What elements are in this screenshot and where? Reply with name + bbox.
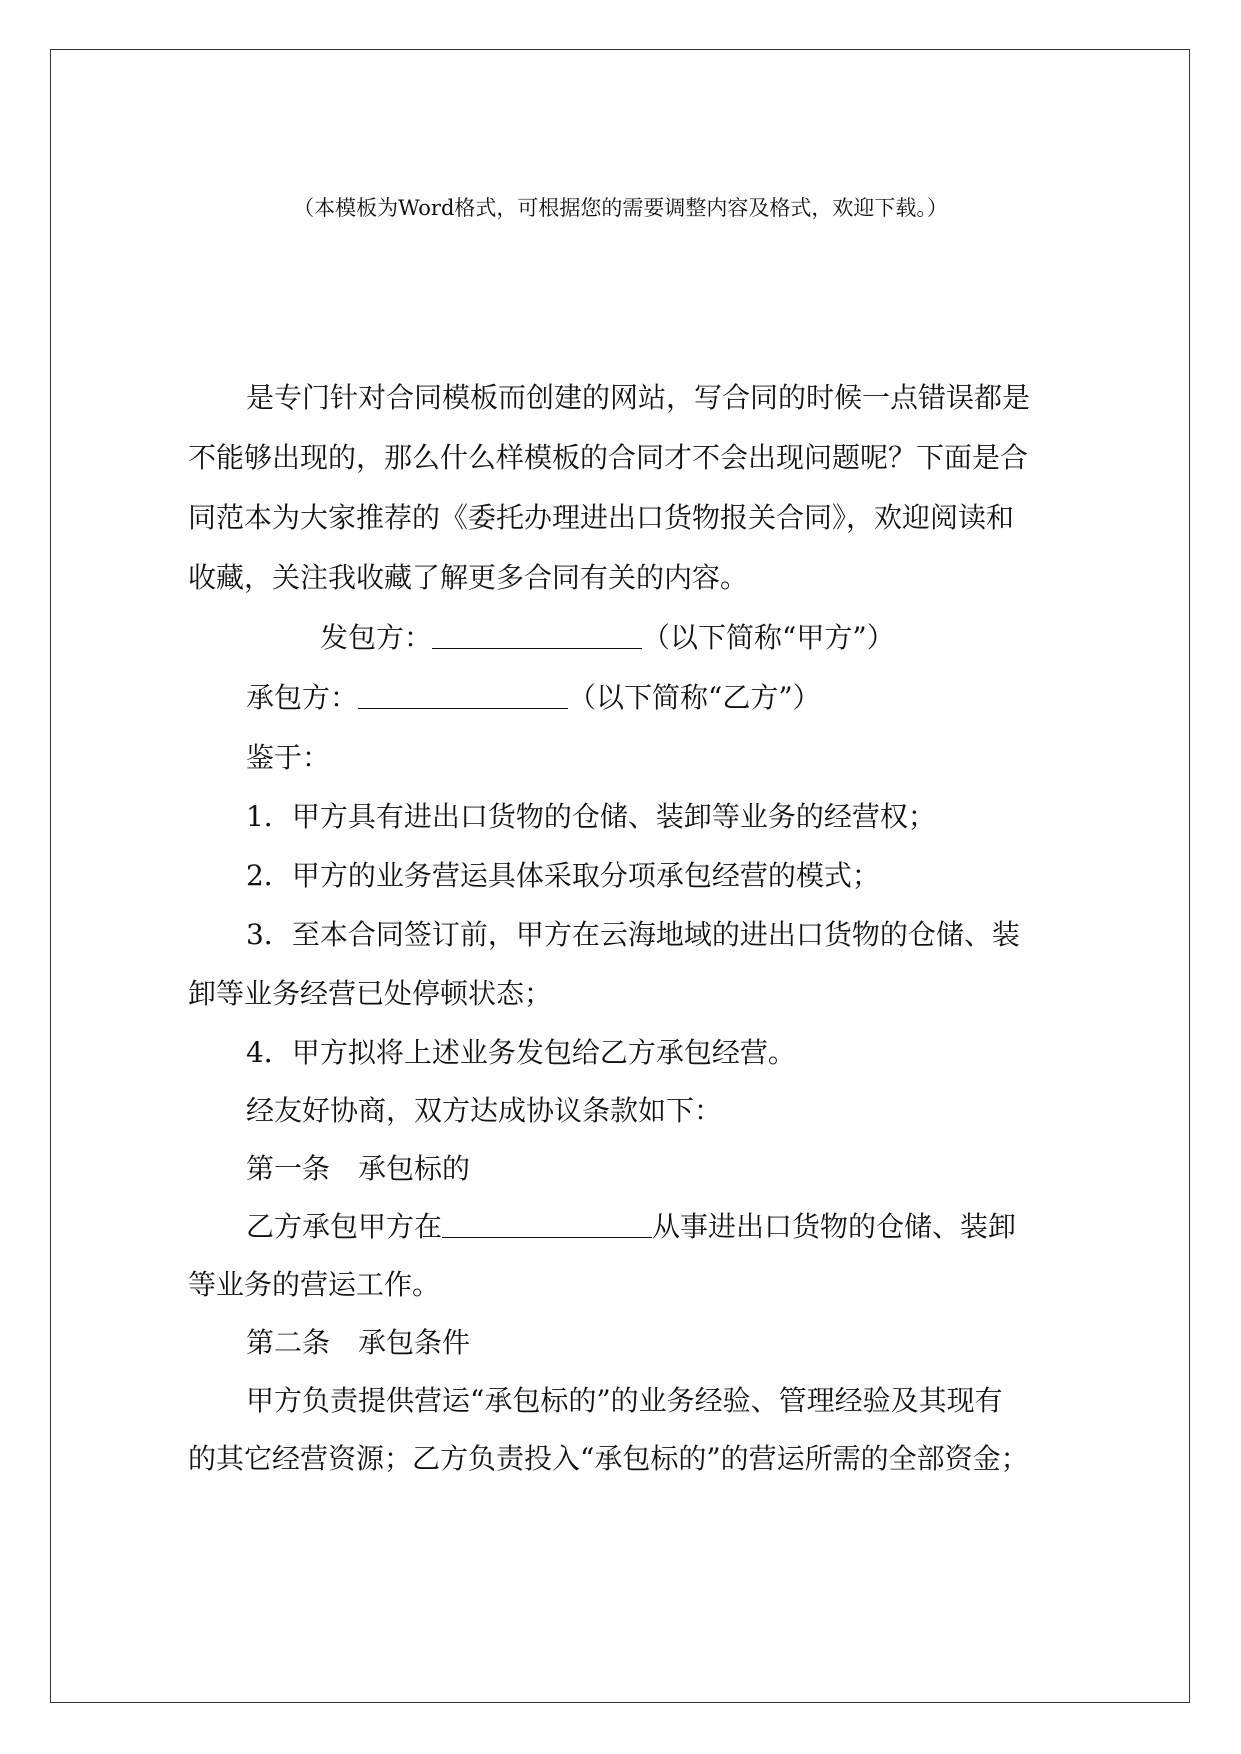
article-1-line-1 [188, 1198, 1058, 1256]
whereas-item-3: 3．至本合同签订前，甲方在云海地域的进出口货物的仓储、装 [246, 918, 1020, 951]
template-note: （本模板为Word格式，可根据您的需要调整内容及格式，欢迎下载。） [293, 196, 948, 220]
intro-line-1: 是专门针对合同模板而创建的网站，写合同的时候一点错误都是 [246, 381, 1031, 414]
article-2-heading: 第二条 承包条件 [246, 1326, 471, 1359]
article-2-line-1: 甲方负责提供营运“承包标的”的业务经验、管理经验及其现有 [246, 1384, 1003, 1417]
whereas-item-3-cont: 卸等业务经营已处停顿状态； [188, 977, 553, 1010]
intro-line-4: 收藏，关注我收藏了解更多合同有关的内容。 [188, 561, 749, 594]
party-a-blank[interactable] [432, 624, 642, 649]
party-b-line [188, 668, 1058, 728]
document-body [188, 368, 1058, 1488]
whereas-item-4: 4．甲方拟将上述业务发包给乙方承包经营。 [246, 1036, 796, 1069]
whereas-item-2: 2．甲方的业务营运具体采取分项承包经营的模式； [246, 859, 880, 892]
party-a-line [188, 608, 1058, 668]
article-1-line-2: 等业务的营运工作。 [188, 1268, 441, 1301]
article-1-suffix: 从事进出口货物的仓储、装卸 [652, 1210, 1017, 1243]
whereas-label: 鉴于： [246, 741, 331, 774]
party-a-suffix: （以下简称“甲方”） [642, 621, 895, 654]
party-b-blank[interactable] [358, 684, 568, 709]
agreement-intro: 经友好协商，双方达成协议条款如下： [246, 1094, 723, 1127]
party-b-suffix: （以下简称“乙方”） [568, 681, 821, 714]
article-1-location-blank[interactable] [442, 1213, 652, 1238]
intro-line-3: 同范本为大家推荐的《委托办理进出口货物报关合同》，欢迎阅读和 [188, 501, 1015, 534]
party-b-label: 承包方： [246, 681, 359, 714]
article-1-heading: 第一条 承包标的 [246, 1152, 471, 1185]
party-a-label: 发包方： [320, 621, 433, 654]
article-1-prefix: 乙方承包甲方在 [246, 1210, 443, 1243]
article-2-line-2: 的其它经营资源；乙方负责投入“承包标的”的营运所需的全部资金； [188, 1442, 1029, 1475]
whereas-item-1: 1．甲方具有进出口货物的仓储、装卸等业务的经营权； [246, 800, 936, 833]
intro-line-2: 不能够出现的，那么什么样模板的合同才不会出现问题呢？下面是合 [188, 441, 1029, 474]
